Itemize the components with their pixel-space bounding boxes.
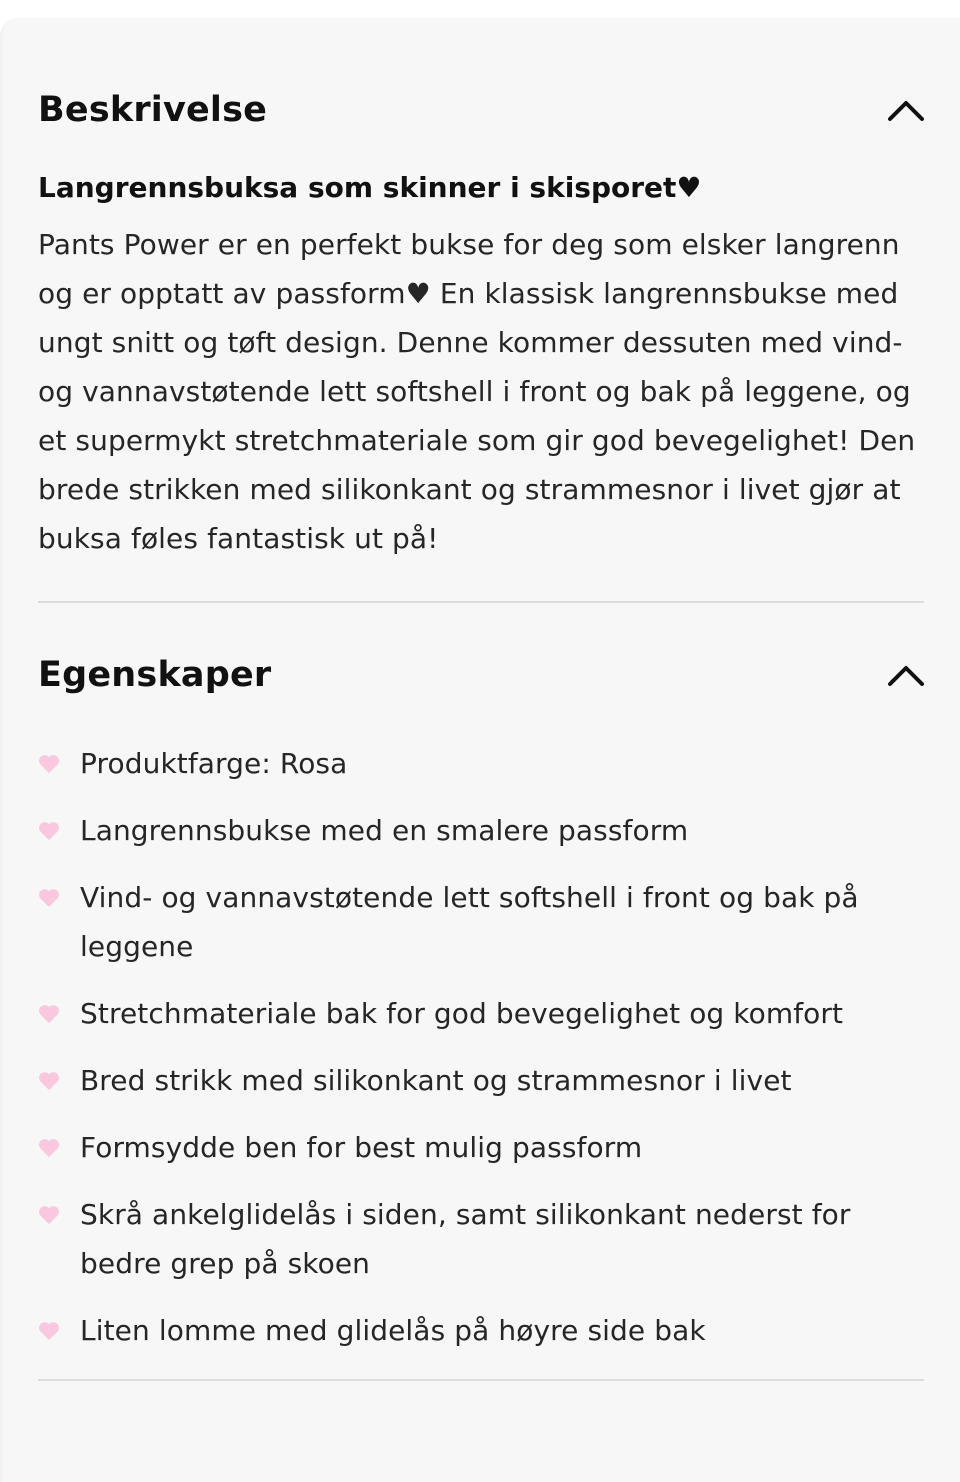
heart-icon bbox=[38, 1123, 80, 1172]
list-item bbox=[38, 739, 924, 788]
list-item-text: Vind- og vannavstøtende lett softshell i front og bak på leggene bbox=[80, 881, 859, 963]
list-item bbox=[38, 989, 924, 1038]
description-section bbox=[38, 18, 924, 603]
list-item bbox=[38, 1190, 924, 1288]
properties-list bbox=[38, 739, 924, 1355]
heart-icon bbox=[38, 1056, 80, 1105]
heart-icon bbox=[38, 1306, 80, 1355]
product-info-panel bbox=[0, 18, 960, 1482]
list-item-text: Langrennsbukse med en smalere passform bbox=[80, 814, 689, 847]
list-item-text: Stretchmateriale bak for god bevegelighet og komfort bbox=[80, 997, 844, 1030]
properties-title: Egenskaper bbox=[38, 655, 272, 695]
properties-section bbox=[38, 603, 924, 1381]
chevron-up-icon[interactable] bbox=[886, 655, 926, 695]
list-item bbox=[38, 873, 924, 971]
heart-icon bbox=[38, 739, 80, 788]
heart-icon bbox=[38, 873, 80, 922]
list-item bbox=[38, 1056, 924, 1105]
properties-header[interactable] bbox=[38, 637, 924, 713]
list-item bbox=[38, 1123, 924, 1172]
list-item-text: Bred strikk med silikonkant og strammesnor i livet bbox=[80, 1064, 792, 1097]
list-item bbox=[38, 806, 924, 855]
description-header[interactable] bbox=[38, 72, 924, 148]
section-divider bbox=[38, 1379, 924, 1381]
list-item-text: Formsydde ben for best mulig passform bbox=[80, 1131, 643, 1164]
description-title: Beskrivelse bbox=[38, 90, 268, 130]
heart-icon bbox=[38, 806, 80, 855]
description-subtitle: Langrennsbuksa som skinner i skisporet♥ bbox=[38, 171, 702, 204]
heart-icon bbox=[38, 989, 80, 1038]
heart-icon bbox=[38, 1190, 80, 1239]
list-item-text: Skrå ankelglidelås i siden, samt silikonkant nederst for bedre grep på skoen bbox=[80, 1198, 851, 1280]
description-body: Pants Power er en perfekt bukse for deg som elsker langrenn og er opptatt av passform♥ En klassisk langrennsbukse med ungt snitt og tøft design. Denne kommer dessuten med vind- og vannavstøtende lett softshell i front og bak på leggene, og et supermykt stretchmateriale som gir god bevegelighet! Den brede strikken med silikonkant og strammesnor i livet gjør at buksa føles fantastisk ut på! bbox=[38, 228, 916, 555]
list-item-text: Produktfarge: Rosa bbox=[80, 747, 348, 780]
list-item bbox=[38, 1306, 924, 1355]
chevron-up-icon[interactable] bbox=[886, 90, 926, 130]
list-item-text: Liten lomme med glidelås på høyre side bak bbox=[80, 1314, 706, 1347]
